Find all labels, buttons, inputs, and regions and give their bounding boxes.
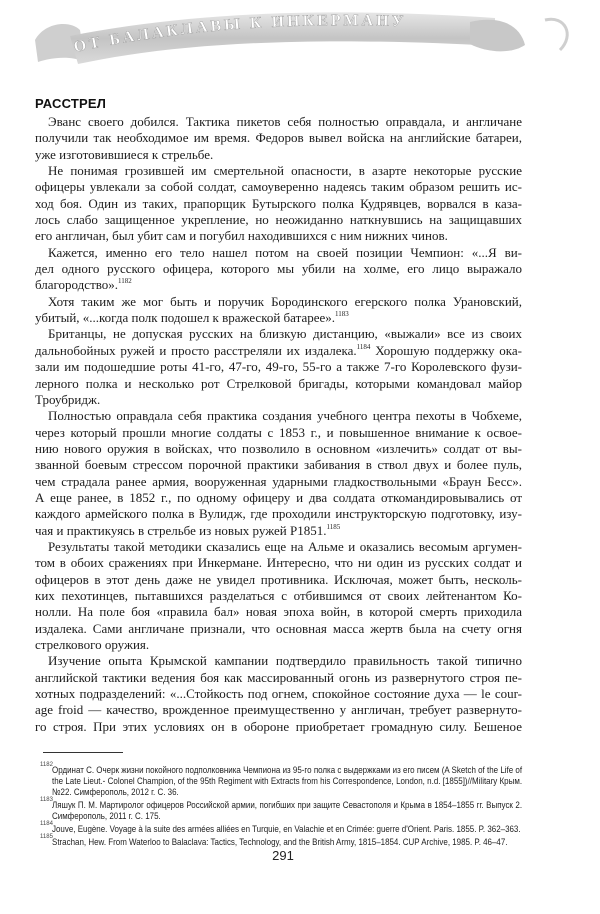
text-line: Троубридж. — [35, 391, 101, 407]
text-line: чем страдала ранее армия, вооруженная ударными гладкоствольными «Браун Бесс». — [35, 473, 522, 489]
line-text: чая и практикуясь в стрельбе из новых ружей P1851. — [35, 522, 327, 538]
text-line: том в обоих сражениях при Инкермане. Интересно, что ни один из русских солдат и — [35, 555, 522, 571]
text-line: получили так необходимое им время. Федоров вывел войска на английские батареи, — [35, 130, 522, 146]
text-line: лерного полка и несколько рот Стрелковой бригады, которыми командовал майор — [35, 375, 522, 391]
text-line: ких пехотинцев, пытавшихся разделаться с отбившимся от своих лейтенантом Ко- — [35, 587, 522, 603]
text-line: Британцы, не допуская русских на близкую дистанцию, «выжали» все из своих — [48, 326, 522, 342]
text-line: Не понимая грозившей им смертельной опасности, в азарте некоторые русские — [48, 163, 522, 179]
footnote-number: 1184 — [40, 820, 53, 827]
running-header-ribbon — [0, 0, 600, 80]
footnote-separator — [43, 752, 123, 753]
text-line: званной боевым стрессом порочной практики забивания в ствол двух и более пуль, — [35, 457, 522, 473]
text-line: каждого армейского полка в Вулидж, где проходили инструкторскую подготовку, изу- — [35, 506, 522, 522]
ribbon-right-curl — [470, 20, 525, 52]
text-line: английской тактики ведения боя как массированный огонь из развернутого строя пе- — [35, 669, 522, 685]
text-line — [35, 343, 522, 359]
text-line: age froid — качество, врожденное преимущественно у англичан, требует развернуто- — [35, 702, 522, 718]
footnote — [40, 764, 522, 798]
paragraph — [35, 114, 522, 163]
paragraph — [35, 163, 522, 245]
text-line: издалека. Сами англичане признали, что основная масса жертв была на счету огня — [35, 620, 522, 636]
footnote-line: the Late Lieut.- Colonel Champion, of the 95th Regiment with Extracts from his Correspondence, London, n.d. [1855])//Military Крым. — [52, 775, 523, 787]
footnote — [40, 833, 522, 847]
line-text-tail: Хорошую поддержку ока- — [370, 342, 522, 358]
footnote-number: 1185 — [40, 833, 53, 840]
text-line — [35, 277, 522, 293]
text-line: стрелкового оружия. — [35, 637, 150, 652]
line-text: благородство». — [35, 277, 119, 293]
footnote-number: 1182 — [40, 762, 53, 768]
footnote-line: Ординат С. Очерк жизни покойного подполковника Чемпиона из 95-го полка с выдержками из его писем (A Sketch of the Life of — [52, 764, 523, 775]
text-line: уже изготовившиеся к стрельбе. — [35, 146, 214, 162]
footnote — [40, 799, 522, 821]
paragraph — [35, 294, 522, 327]
paragraph — [35, 539, 522, 653]
running-title: ОТ БАЛАКЛАВЫ К ИНКЕРМАНУ — [72, 12, 407, 56]
text-line: офицеры увлекали за собой солдат, самоуверенно надеясь таким образом решить ис- — [35, 179, 522, 195]
footnote — [40, 820, 522, 834]
paragraph — [35, 653, 522, 735]
text-line — [35, 523, 522, 539]
text-line: зали им подошедшие роты 41-го, 47-го, 49-го, 55-го а также 7-го Королевского фузи- — [35, 359, 522, 375]
text-line: А еще ранее, в 1852 г., по одному офицеру и два солдата откомандировывались от — [35, 489, 522, 505]
footnote-reference[interactable]: 1184 — [356, 342, 371, 351]
text-line: лось слабо защищенное укрепление, но неожиданно наткнувшись на защищавших — [35, 212, 522, 228]
text-line: нолли. На поле боя «правила бал» новая эпоха войн, в которой смерть приходила — [35, 604, 522, 620]
footnote-reference[interactable]: 1185 — [326, 522, 341, 531]
footnote-line: №22. Симферополь, 2012 г. С. 36. — [52, 786, 179, 798]
footnote-line: Ляшук П. М. Мартиролог офицеров Российской армии, погибших при защите Севастополя и Крыма в 1854–1855 гг. Выпуск 2. — [52, 799, 523, 811]
line-text: убитый, «...когда полк подошел к вражеской батарее». — [35, 310, 336, 326]
text-line: ход боя. Один из таких, прапорщик Бутырского полка Кудрявцев, ворвался в каза- — [35, 195, 522, 211]
paragraph — [35, 245, 522, 294]
footnote-line: Симферополь, 2011 г. С. 175. — [52, 810, 161, 822]
text-line: го строя. При этих условиях он в обороне приобретает громадную силу. Бешеное — [35, 718, 522, 734]
text-line: Результаты такой методики сказались еще на Альме и оказались весомым аргумен- — [48, 538, 522, 554]
footnotes — [40, 764, 522, 848]
footnote-line: Jouve, Eugène. Voyage à la suite des armées alliées en Turquie, en Valachie et en Crimée: guerre d'Orient. Paris. 1855. P. 362–363. — [52, 822, 521, 834]
footnote-line: Strachan, Hew. From Waterloo to Balaclava: Tactics, Technology, and the British Army, 1815–1854. CUP Archive, 1985. P. 46–47. — [52, 835, 508, 847]
section-title: РАССТРЕЛ — [35, 96, 107, 111]
text-line: Полностью оправдала себя практика создания учебного центра пехоты в Чобхеме, — [48, 408, 522, 424]
text-line: нию нового оружия в войсках, что позволило в основном «излечить» солдат от вы- — [35, 440, 522, 456]
footnote-number: 1183 — [40, 797, 53, 804]
text-line: через который прошли многие солдаты с 1853 г., и повышенное внимание к освое- — [35, 424, 522, 440]
footnote-reference[interactable]: 1182 — [118, 277, 132, 286]
text-line: офицеров в этот день даже не увидел противника. Исключая, может быть, несколь- — [35, 571, 522, 587]
text-line: Эванс своего добился. Тактика пикетов себя полностью оправдала, и англичане — [48, 114, 522, 129]
footnote-reference[interactable]: 1183 — [335, 310, 349, 319]
text-line: дел одного русского офицера, которого мы убили на холме, его лицо выражало — [35, 261, 522, 277]
paragraph — [35, 408, 522, 539]
text-line: Изучение опыта Крымской кампании подтвердило правильность такой типично — [48, 653, 522, 669]
text-line: его англичан, был убит сам и погубил находившихся с ним нижних чинов. — [35, 228, 448, 244]
text-line — [35, 310, 522, 326]
text-line: хотных подразделений: «...Стойкость под огнем, спокойное состояние духа — le cour- — [35, 686, 522, 702]
line-text: дальнобойных ружей и просто расстреляли их издалека. — [35, 342, 357, 358]
paragraph — [35, 326, 522, 408]
page-number: 291 — [272, 848, 294, 863]
text-line: Хотя таким же мог быть и поручик Бородинского егерского полка Урановский, — [48, 293, 522, 309]
text-line: Кажется, именно его тело нашел потом на своей позиции Чемпион: «...Я ви- — [48, 244, 522, 260]
body-text — [35, 114, 522, 735]
